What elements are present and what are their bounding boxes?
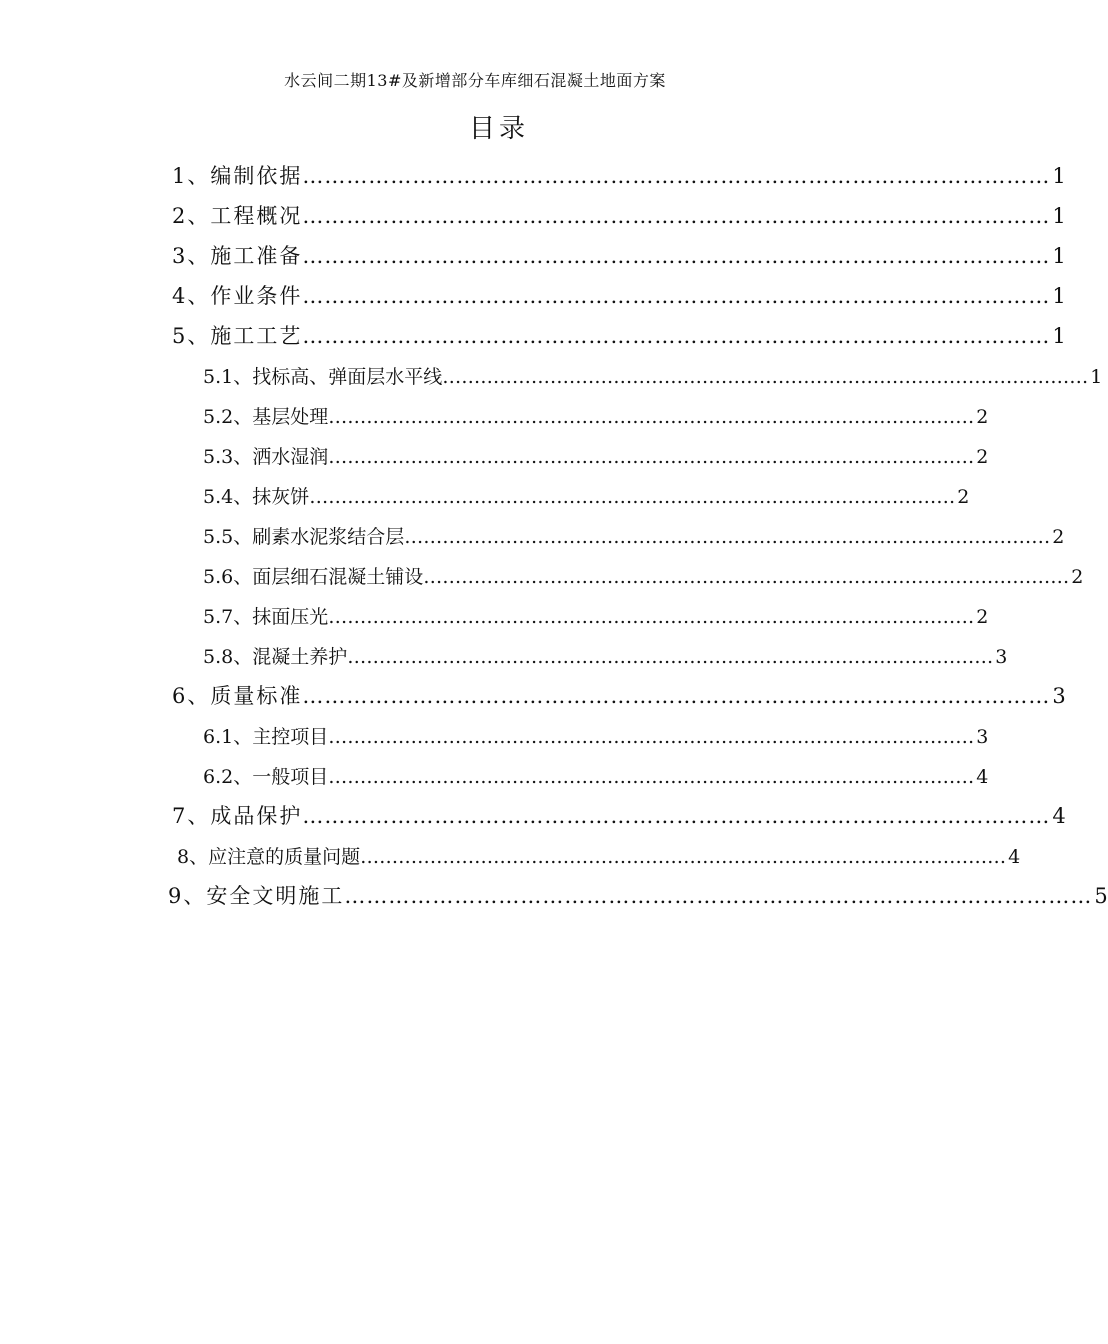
toc-page-number: 2	[976, 406, 989, 428]
toc-entry-label: 6、质量标准	[172, 684, 303, 708]
toc-entry-label: 6.2、一般项目	[203, 766, 329, 788]
toc-entry-label: 9、安全文明施工	[168, 884, 345, 908]
toc-entry-label: 5.5、刷素水泥浆结合层	[203, 526, 405, 548]
toc-entry[interactable]	[203, 562, 1084, 589]
toc-entry[interactable]	[172, 280, 1066, 310]
toc-entry-label: 8、应注意的质量问题	[177, 846, 361, 868]
toc-entry-label: 5.7、抹面压光	[203, 606, 329, 628]
toc-entry[interactable]	[203, 482, 970, 509]
toc-entry[interactable]	[203, 442, 989, 469]
toc-leader: …………………………………………………………………………………………	[360, 846, 1007, 868]
toc-entry-label: 5.2、基层处理	[203, 406, 329, 428]
toc-page-number: 5	[1094, 884, 1108, 908]
toc-page-number: 2	[976, 606, 989, 628]
toc-entry-label: 5.8、混凝土养护	[203, 646, 348, 668]
toc-page-number: 1	[1052, 164, 1066, 188]
toc-entry-label: 5.4、抹灰饼	[203, 486, 310, 508]
toc-entry[interactable]	[172, 320, 1066, 350]
toc-entry[interactable]	[177, 842, 1021, 869]
toc-leader: …………………………………………………………………………………………	[302, 324, 1051, 348]
toc-entry[interactable]	[172, 680, 1066, 710]
toc-leader: …………………………………………………………………………………………	[309, 486, 956, 508]
toc-title: 目录	[468, 114, 529, 144]
toc-entry[interactable]	[203, 642, 1008, 669]
toc-page-number: 4	[1008, 846, 1021, 868]
document-header: 水云间二期13#及新增部分车库细石混凝土地面方案	[284, 71, 666, 90]
toc-page-number: 1	[1052, 244, 1066, 268]
toc-entry-label: 5、施工工艺	[172, 324, 303, 348]
toc-page-number: 3	[995, 646, 1008, 668]
toc-leader: …………………………………………………………………………………………	[404, 526, 1051, 548]
toc-leader: …………………………………………………………………………………………	[347, 646, 994, 668]
toc-leader: …………………………………………………………………………………………	[344, 884, 1093, 908]
toc-leader: …………………………………………………………………………………………	[302, 164, 1051, 188]
toc-leader: …………………………………………………………………………………………	[302, 804, 1051, 828]
toc-page-number: 1	[1052, 204, 1066, 228]
toc-entry[interactable]	[203, 402, 989, 429]
toc-leader: …………………………………………………………………………………………	[328, 606, 975, 628]
toc-page-number: 2	[1052, 526, 1065, 548]
toc-page-number: 2	[957, 486, 970, 508]
toc-page-number: 2	[976, 446, 989, 468]
toc-entry-label: 5.6、面层细石混凝土铺设	[203, 566, 424, 588]
toc-entry[interactable]	[203, 602, 989, 629]
toc-leader: …………………………………………………………………………………………	[328, 726, 975, 748]
toc-entry[interactable]	[172, 160, 1066, 190]
toc-page-number: 1	[1090, 366, 1103, 388]
toc-leader: …………………………………………………………………………………………	[442, 366, 1089, 388]
toc-leader: …………………………………………………………………………………………	[302, 684, 1051, 708]
toc-entry[interactable]	[203, 362, 1103, 389]
toc-leader: …………………………………………………………………………………………	[302, 204, 1051, 228]
toc-entry[interactable]	[172, 200, 1066, 230]
toc-entry[interactable]	[203, 522, 1065, 549]
toc-leader: …………………………………………………………………………………………	[302, 284, 1051, 308]
toc-page-number: 1	[1052, 324, 1066, 348]
toc-page-number: 4	[1052, 804, 1066, 828]
toc-entry-label: 4、作业条件	[172, 284, 303, 308]
toc-entry[interactable]	[172, 240, 1066, 270]
toc-entry-label: 3、施工准备	[172, 244, 303, 268]
toc-entry-label: 2、工程概况	[172, 204, 303, 228]
toc-page-number: 1	[1052, 284, 1066, 308]
toc-entry-label: 1、编制依据	[172, 164, 303, 188]
toc-page-number: 2	[1071, 566, 1084, 588]
toc-leader: …………………………………………………………………………………………	[328, 446, 975, 468]
toc-leader: …………………………………………………………………………………………	[423, 566, 1070, 588]
toc-entry-label: 5.1、找标高、弹面层水平线	[203, 366, 443, 388]
toc-entry-label: 5.3、洒水湿润	[203, 446, 329, 468]
toc-leader: …………………………………………………………………………………………	[302, 244, 1051, 268]
toc-leader: …………………………………………………………………………………………	[328, 766, 975, 788]
toc-entry-label: 6.1、主控项目	[203, 726, 329, 748]
toc-page-number: 3	[1052, 684, 1066, 708]
toc-entry-label: 7、成品保护	[172, 804, 303, 828]
toc-entry[interactable]	[203, 762, 989, 789]
toc-entry[interactable]	[203, 722, 989, 749]
toc-page-number: 3	[976, 726, 989, 748]
toc-page-number: 4	[976, 766, 989, 788]
toc-entry[interactable]	[168, 880, 1108, 910]
toc-leader: …………………………………………………………………………………………	[328, 406, 975, 428]
toc-entry[interactable]	[172, 800, 1066, 830]
